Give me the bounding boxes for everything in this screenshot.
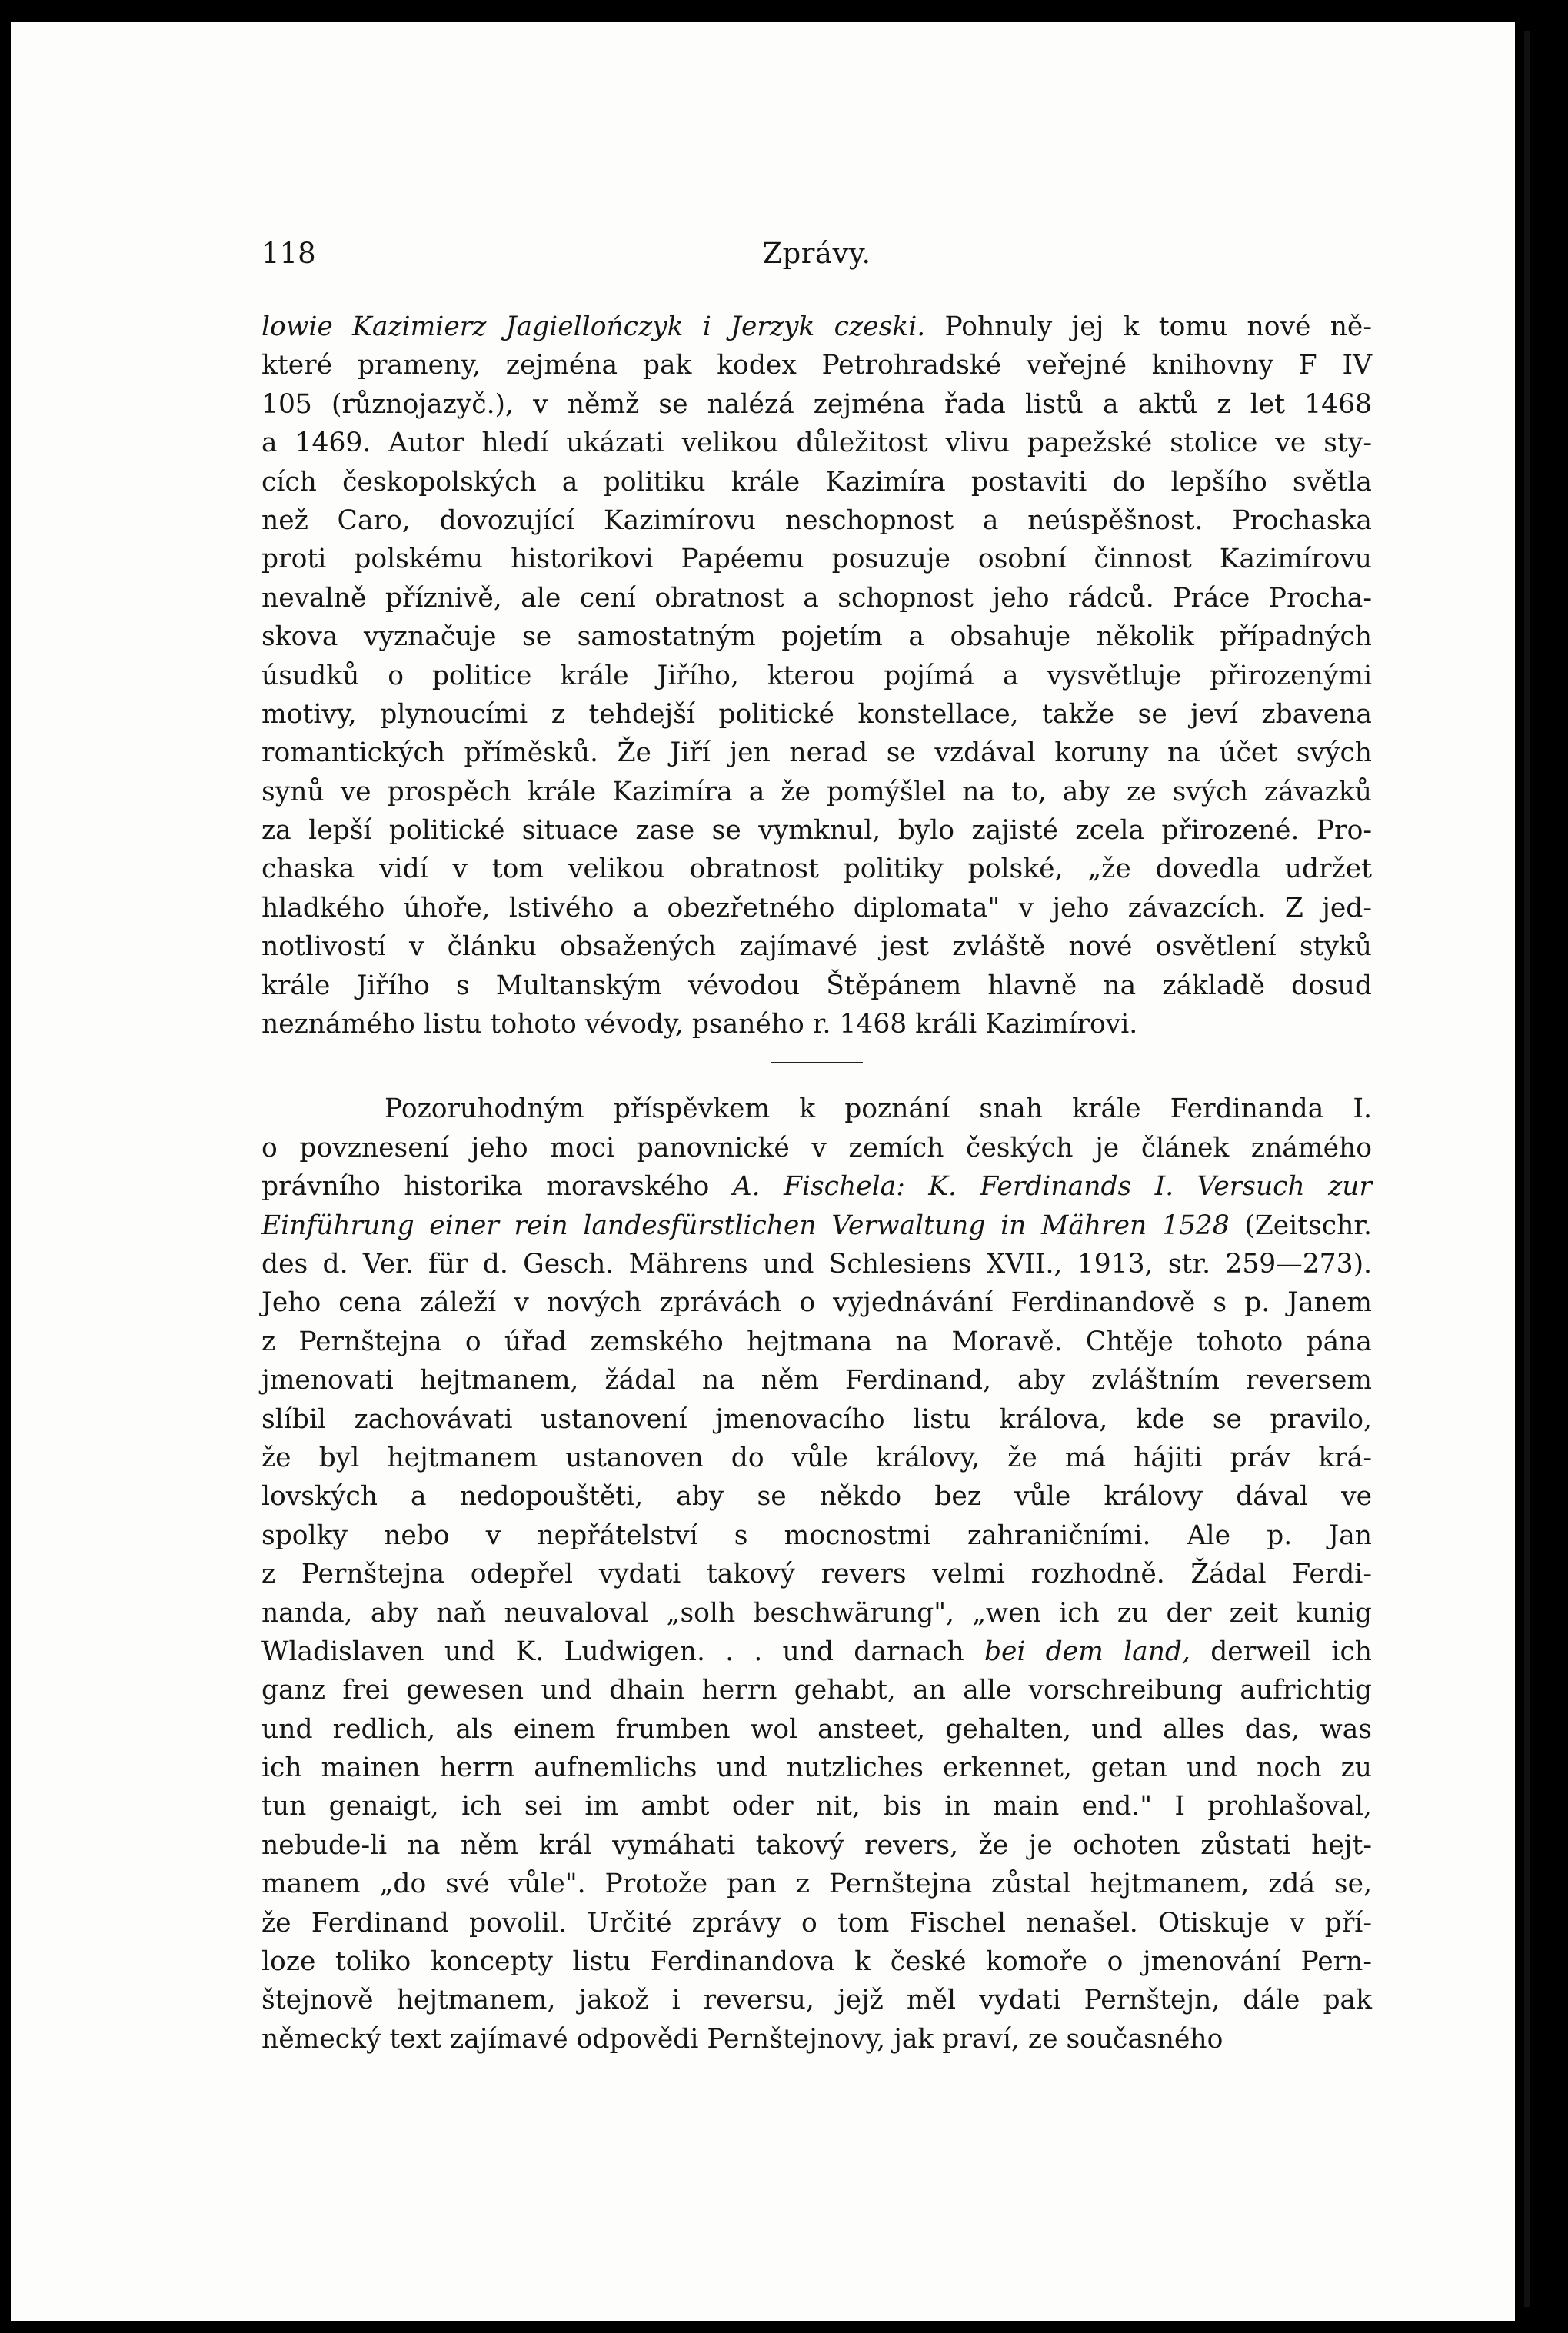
text-line: 105 (různojazyč.), v němž se nalézá zejména řada listů a aktů z let 1468	[261, 388, 1372, 420]
text-line: Wladislaven und K. Ludwigen. . . und darnach bei dem land, derweil ich	[261, 1636, 1372, 1667]
text-line: proti polskému historikovi Papéemu posuzuje osobní činnost Kazimírovu	[261, 544, 1372, 575]
text-line: chaska vidí v tom velikou obratnost politiky polské, „že dovedla udržet	[261, 854, 1372, 885]
text-line: a 1469. Autor hledí ukázati velikou důležitost vlivu papežské stolice ve sty-	[261, 428, 1372, 459]
text-line: nebude-li na něm král vymáhati takový revers, že je ochoten zůstati hejt-	[261, 1829, 1372, 1861]
text-line: motivy, plynoucími z tehdejší politické konstellace, takže se jeví zbavena	[261, 698, 1372, 730]
running-title: Zprávy.	[762, 237, 871, 270]
text-line: než Caro, dovozující Kazimírovu neschopnost a neúspěšnost. Prochaska	[261, 504, 1372, 536]
text-line: manem „do své vůle". Protože pan z Pernštejna zůstal hejtmanem, zdá se,	[261, 1869, 1372, 1900]
text-line: úsudků o politice krále Jiřího, kterou pojímá a vysvětluje přirozenými	[261, 660, 1372, 691]
section-separator	[771, 1062, 863, 1063]
text-line: slíbil zachovávati ustanovení jmenovacího listu králova, kde se pravilo,	[261, 1403, 1372, 1435]
text-line: neznámého listu tohoto vévody, psaného r. 1468 králi Kazimírovi.	[261, 1009, 1138, 1040]
text-line: štejnově hejtmanem, jakož i reversu, jejž měl vydati Pernštejn, dále pak	[261, 1985, 1372, 2016]
text-line: spolky nebo v nepřátelství s mocnostmi zahraničními. Ale p. Jan	[261, 1519, 1372, 1551]
text-line: und redlich, als einem frumben wol ansteet, gehalten, und alles das, was	[261, 1713, 1372, 1745]
text-line: hladkého úhoře, lstivého a obezřetného diplomata" v jeho závazcích. Z jed-	[261, 892, 1372, 924]
text-line: skova vyznačuje se samostatným pojetím a obsahuje několik případných	[261, 621, 1372, 653]
text-line: notlivostí v článku obsažených zajímavé jest zvláště nové osvětlení styků	[261, 931, 1372, 963]
paragraph-1	[261, 308, 1372, 1043]
text-line: že byl hejtmanem ustanoven do vůle královy, že má hájiti práv krá-	[261, 1442, 1372, 1473]
text-line: lovských a nedopouštěti, aby se někdo bez vůle královy dával ve	[261, 1481, 1372, 1513]
text-line: jmenovati hejtmanem, žádal na něm Ferdinand, aby zvláštním reversem	[261, 1365, 1372, 1396]
text-line: synů ve prospěch krále Kazimíra a že pomýšlel na to, aby ze svých závazků	[261, 776, 1372, 807]
text-line: Jeho cena záleží v nových zprávách o vyjednávání Ferdinandově s p. Janem	[261, 1287, 1372, 1319]
text-line: tun genaigt, ich sei im ambt oder nit, bis in main end." I prohlašoval,	[261, 1791, 1372, 1822]
text-line: které prameny, zejména pak kodex Petrohradské veřejné knihovny F IV	[261, 350, 1372, 381]
text-line: cích českopolských a politiku krále Kazimíra postaviti do lepšího světla	[261, 466, 1372, 498]
paragraph-2	[261, 1090, 1372, 2058]
text-line: že Ferdinand povolil. Určité zprávy o tom Fischel nenašel. Otiskuje v pří-	[261, 1907, 1372, 1939]
text-line: lowie Kazimierz Jagiellończyk i Jerzyk czeski. Pohnuly jej k tomu nové ně-	[261, 311, 1373, 342]
text-line: Pozoruhodným příspěvkem k poznání snah krále Ferdinanda I.	[385, 1093, 1372, 1125]
text-line: právního historika moravského A. Fischela: K. Ferdinands I. Versuch zur	[261, 1171, 1372, 1203]
page-edge-rule	[1524, 31, 1530, 2307]
text-line: nanda, aby naň neuvaloval „solh beschwärung", „wen ich zu der zeit kunig	[261, 1597, 1372, 1629]
text-line: německý text zajímavé odpovědi Pernštejnovy, jak praví, ze současného	[261, 2023, 1223, 2055]
text-line: o povznesení jeho moci panovnické v zemích českých je článek známého	[261, 1132, 1372, 1163]
page-body	[261, 308, 1372, 2058]
page-number: 118	[261, 237, 316, 270]
text-line: romantických příměsků. Že Jiří jen nerad se vzdával koruny na účet svých	[261, 737, 1372, 769]
page-header	[261, 237, 1372, 275]
text-line: Einführung einer rein landesfürstlichen Verwaltung in Mähren 1528 (Zeitschr.	[261, 1210, 1372, 1241]
text-line: loze toliko koncepty listu Ferdinandova k české komoře o jmenování Pern-	[261, 1946, 1372, 1978]
text-line: des d. Ver. für d. Gesch. Mährens und Schlesiens XVII., 1913, str. 259—273).	[261, 1248, 1372, 1280]
text-line: z Pernštejna odepřel vydati takový revers velmi rozhodně. Žádal Ferdi-	[261, 1559, 1372, 1590]
text-line: z Pernštejna o úřad zemského hejtmana na Moravě. Chtěje tohoto pána	[261, 1326, 1372, 1357]
text-line: krále Jiřího s Multanským vévodou Štěpánem hlavně na základě dosud	[261, 970, 1372, 1001]
text-line: ich mainen herrn aufnemlichs und nutzliches erkennet, getan und noch zu	[261, 1752, 1372, 1784]
text-line: za lepší politické situace zase se vymknul, bylo zajisté zcela přirozené. Pro-	[261, 815, 1372, 847]
text-line: ganz frei gewesen und dhain herrn gehabt, an alle vorschreibung aufrichtig	[261, 1675, 1372, 1706]
text-line: nevalně příznivě, ale cení obratnost a schopnost jeho rádců. Práce Procha-	[261, 582, 1372, 614]
